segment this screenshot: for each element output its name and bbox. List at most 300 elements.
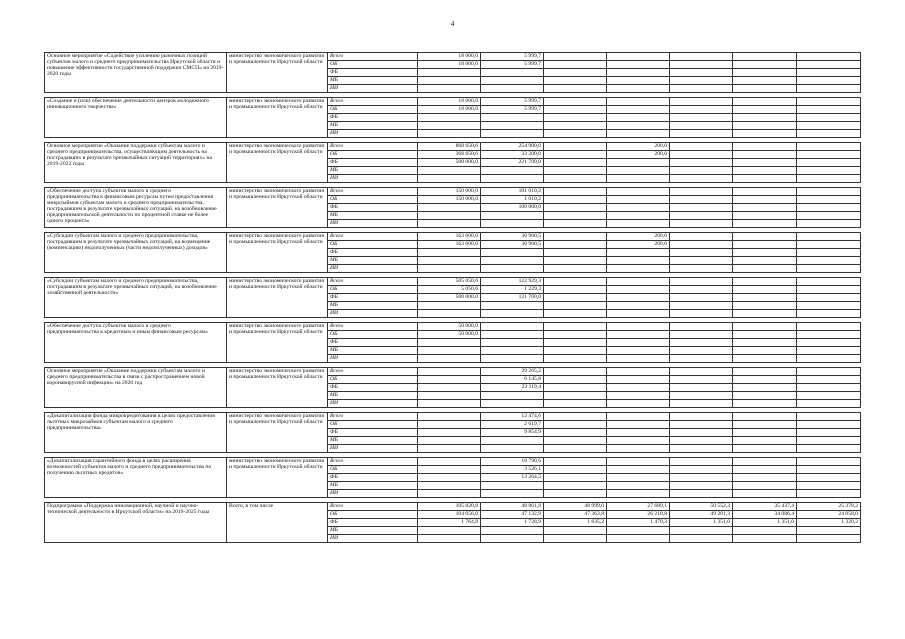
- executor: министерство экономического развития и промышленности Иркутской области: [227, 368, 328, 408]
- executor: министерство экономического развития и промышленности Иркутской области: [227, 458, 328, 498]
- amount-cell: [733, 368, 797, 376]
- amount-cell: [733, 212, 797, 220]
- amount-cell: 27 689,1: [607, 503, 670, 511]
- amount-cell: [670, 265, 733, 273]
- amount-cell: [733, 445, 797, 453]
- amount-cell: [670, 286, 733, 294]
- amount-cell: [544, 339, 607, 347]
- amount-cell: [670, 294, 733, 302]
- amount-cell: [797, 323, 861, 331]
- amount-cell: [418, 249, 481, 257]
- amount-cell: 48 861,8: [481, 503, 544, 511]
- funding-source: МБ: [328, 167, 418, 175]
- amount-cell: [797, 196, 861, 204]
- funding-source: Всего: [328, 188, 418, 196]
- table-row: [45, 278, 861, 286]
- amount-cell: [733, 77, 797, 85]
- amount-cell: [670, 85, 733, 93]
- amount-cell: [544, 196, 607, 204]
- amount-cell: [797, 69, 861, 77]
- amount-cell: [544, 310, 607, 318]
- funding-source: Всего: [328, 323, 418, 331]
- amount-cell: [670, 392, 733, 400]
- amount-cell: 30 960,5: [481, 241, 544, 249]
- amount-cell: 26 218,8: [607, 511, 670, 519]
- amount-cell: [733, 167, 797, 175]
- funding-source: МБ: [328, 122, 418, 130]
- amount-cell: [481, 212, 544, 220]
- amount-cell: [670, 339, 733, 347]
- funding-source: ОБ: [328, 196, 418, 204]
- amount-cell: [607, 482, 670, 490]
- amount-cell: [544, 69, 607, 77]
- amount-cell: [733, 233, 797, 241]
- amount-cell: [481, 69, 544, 77]
- activity-name: «Обеспечение доступа субъектов малого и среднего предпринимательства к финансовым ресурсам путем предоставления микрозаймов субъектам малого и среднего предпринимательства, пострадавшим в результате чрезвычайных ситуаций, на возобновление предпринимательской деятельности по процентной ставке не более одного процента»: [45, 188, 227, 228]
- amount-cell: [544, 175, 607, 183]
- amount-cell: [544, 368, 607, 376]
- amount-cell: 163 600,0: [418, 233, 481, 241]
- amount-cell: [797, 151, 861, 159]
- amount-cell: [797, 413, 861, 421]
- amount-cell: [733, 249, 797, 257]
- amount-cell: [544, 466, 607, 474]
- amount-cell: [607, 429, 670, 437]
- amount-cell: [481, 85, 544, 93]
- amount-cell: [797, 233, 861, 241]
- amount-cell: [670, 188, 733, 196]
- amount-cell: [544, 535, 607, 543]
- amount-cell: [418, 130, 481, 138]
- amount-cell: [544, 474, 607, 482]
- amount-cell: [670, 114, 733, 122]
- amount-cell: [607, 196, 670, 204]
- amount-cell: 104 056,0: [418, 511, 481, 519]
- table-row: [45, 323, 861, 331]
- amount-cell: [797, 437, 861, 445]
- amount-cell: [797, 474, 861, 482]
- amount-cell: [418, 339, 481, 347]
- amount-cell: [481, 527, 544, 535]
- amount-cell: 200,0: [607, 233, 670, 241]
- amount-cell: [607, 175, 670, 183]
- amount-cell: [670, 490, 733, 498]
- amount-cell: [670, 400, 733, 408]
- amount-cell: [670, 527, 733, 535]
- activity-name: Основное мероприятие «Содействие усилению рыночных позиций субъектов малого и среднего предпринимательства Иркутской области и повышение эффективности государственной поддержки СМСП» на 2019-2020 годы: [45, 53, 227, 93]
- amount-cell: 150 000,0: [418, 196, 481, 204]
- activity-name: Подпрограмма «Поддержка инновационной, научной и научно-технической деятельности в Иркутской области» на 2019-2025 годы: [45, 503, 227, 543]
- amount-cell: [544, 355, 607, 363]
- amount-cell: [481, 249, 544, 257]
- amount-cell: [607, 69, 670, 77]
- amount-cell: [544, 130, 607, 138]
- amount-cell: 221 700,0: [481, 159, 544, 167]
- amount-cell: [481, 122, 544, 130]
- amount-cell: [544, 143, 607, 151]
- amount-cell: [544, 331, 607, 339]
- amount-cell: [733, 204, 797, 212]
- amount-cell: [733, 278, 797, 286]
- amount-cell: [544, 400, 607, 408]
- funding-source: ОБ: [328, 466, 418, 474]
- amount-cell: [670, 466, 733, 474]
- amount-cell: [544, 53, 607, 61]
- amount-cell: [733, 159, 797, 167]
- amount-cell: [418, 77, 481, 85]
- amount-cell: [544, 347, 607, 355]
- funding-source: ИИ: [328, 85, 418, 93]
- amount-cell: [797, 188, 861, 196]
- amount-cell: [733, 220, 797, 228]
- amount-cell: [544, 61, 607, 69]
- amount-cell: [733, 143, 797, 151]
- amount-cell: [418, 490, 481, 498]
- amount-cell: [797, 53, 861, 61]
- amount-cell: [607, 400, 670, 408]
- amount-cell: [607, 413, 670, 421]
- amount-cell: 1 728,9: [481, 519, 544, 527]
- amount-cell: [481, 392, 544, 400]
- amount-cell: 5 999,7: [481, 98, 544, 106]
- amount-cell: 105 820,8: [418, 503, 481, 511]
- amount-cell: [797, 265, 861, 273]
- amount-cell: [797, 482, 861, 490]
- amount-cell: [607, 490, 670, 498]
- amount-cell: [418, 302, 481, 310]
- funding-source: Всего: [328, 278, 418, 286]
- amount-cell: [797, 490, 861, 498]
- amount-cell: 101 010,2: [481, 188, 544, 196]
- amount-cell: [418, 368, 481, 376]
- amount-cell: [733, 421, 797, 429]
- amount-cell: [670, 376, 733, 384]
- amount-cell: 48 999,0: [544, 503, 607, 511]
- amount-cell: [607, 331, 670, 339]
- amount-cell: [797, 143, 861, 151]
- amount-cell: [607, 204, 670, 212]
- amount-cell: [733, 535, 797, 543]
- amount-cell: 18 000,0: [418, 106, 481, 114]
- amount-cell: [607, 535, 670, 543]
- amount-cell: [797, 61, 861, 69]
- amount-cell: [607, 265, 670, 273]
- funding-source: ИИ: [328, 400, 418, 408]
- funding-source: МБ: [328, 392, 418, 400]
- amount-cell: 2 619,7: [481, 421, 544, 429]
- amount-cell: [670, 220, 733, 228]
- page-number: 4: [450, 20, 455, 28]
- amount-cell: [607, 355, 670, 363]
- amount-cell: [607, 445, 670, 453]
- amount-cell: [544, 458, 607, 466]
- funding-source: ОБ: [328, 421, 418, 429]
- amount-cell: [607, 527, 670, 535]
- amount-cell: 122 929,3: [481, 278, 544, 286]
- amount-cell: [733, 384, 797, 392]
- amount-cell: [607, 159, 670, 167]
- amount-cell: [418, 355, 481, 363]
- amount-cell: [670, 384, 733, 392]
- amount-cell: 24 058,0: [797, 511, 861, 519]
- amount-cell: 16 790,6: [481, 458, 544, 466]
- amount-cell: [418, 458, 481, 466]
- amount-cell: [670, 167, 733, 175]
- executor: министерство экономического развития и промышленности Иркутской области: [227, 233, 328, 273]
- amount-cell: [607, 376, 670, 384]
- funding-source: Всего: [328, 53, 418, 61]
- amount-cell: 1 351,0: [670, 519, 733, 527]
- amount-cell: [797, 347, 861, 355]
- activity-name: «Докапитализация фонда микрокредитования в целях предоставления льготных микрозаймов субъектам малого и среднего предпринимательства»: [45, 413, 227, 453]
- amount-cell: [418, 69, 481, 77]
- amount-cell: [670, 310, 733, 318]
- amount-cell: [670, 204, 733, 212]
- amount-cell: [733, 376, 797, 384]
- funding-source: Всего: [328, 98, 418, 106]
- amount-cell: [544, 323, 607, 331]
- amount-cell: 33 200,0: [481, 151, 544, 159]
- amount-cell: 5 999,7: [481, 53, 544, 61]
- amount-cell: [418, 474, 481, 482]
- amount-cell: 35 437,4: [733, 503, 797, 511]
- amount-cell: [733, 355, 797, 363]
- funding-source: ФБ: [328, 114, 418, 122]
- amount-cell: [670, 323, 733, 331]
- amount-cell: [481, 310, 544, 318]
- amount-cell: [544, 445, 607, 453]
- funding-source: ФБ: [328, 294, 418, 302]
- amount-cell: [797, 130, 861, 138]
- amount-cell: [797, 204, 861, 212]
- amount-cell: [607, 368, 670, 376]
- funding-source: Всего: [328, 143, 418, 151]
- amount-cell: 1 764,8: [418, 519, 481, 527]
- amount-cell: [733, 122, 797, 130]
- amount-cell: 5 050,6: [418, 286, 481, 294]
- amount-cell: [733, 130, 797, 138]
- amount-cell: 1 635,2: [544, 519, 607, 527]
- amount-cell: [544, 151, 607, 159]
- amount-cell: [418, 220, 481, 228]
- funding-source: ОБ: [328, 61, 418, 69]
- amount-cell: 23 119,4: [481, 384, 544, 392]
- amount-cell: [418, 114, 481, 122]
- amount-cell: [670, 196, 733, 204]
- funding-source: ИИ: [328, 490, 418, 498]
- executor: Всего, в том числе: [227, 503, 328, 543]
- funding-source: ОБ: [328, 376, 418, 384]
- amount-cell: [544, 302, 607, 310]
- funding-source: МБ: [328, 437, 418, 445]
- amount-cell: [544, 392, 607, 400]
- amount-cell: [481, 331, 544, 339]
- funding-source: ФБ: [328, 384, 418, 392]
- amount-cell: [544, 527, 607, 535]
- amount-cell: [544, 490, 607, 498]
- amount-cell: [607, 323, 670, 331]
- amount-cell: [670, 421, 733, 429]
- amount-cell: [481, 323, 544, 331]
- amount-cell: [418, 527, 481, 535]
- amount-cell: [418, 167, 481, 175]
- amount-cell: [670, 535, 733, 543]
- amount-cell: [418, 413, 481, 421]
- amount-cell: 1 320,2: [797, 519, 861, 527]
- amount-cell: [670, 212, 733, 220]
- amount-cell: [670, 445, 733, 453]
- amount-cell: [797, 429, 861, 437]
- amount-cell: [733, 151, 797, 159]
- executor: министерство экономического развития и промышленности Иркутской области: [227, 323, 328, 363]
- amount-cell: [607, 421, 670, 429]
- amount-cell: [670, 69, 733, 77]
- amount-cell: [607, 294, 670, 302]
- amount-cell: [670, 249, 733, 257]
- amount-cell: [607, 249, 670, 257]
- amount-cell: [670, 482, 733, 490]
- amount-cell: 868 650,6: [418, 143, 481, 151]
- amount-cell: [544, 278, 607, 286]
- amount-cell: [797, 85, 861, 93]
- amount-cell: [418, 482, 481, 490]
- amount-cell: [797, 527, 861, 535]
- amount-cell: 6 145,8: [481, 376, 544, 384]
- funding-source: ОБ: [328, 511, 418, 519]
- amount-cell: [670, 122, 733, 130]
- amount-cell: [670, 278, 733, 286]
- amount-cell: [733, 265, 797, 273]
- amount-cell: [733, 302, 797, 310]
- amount-cell: [418, 535, 481, 543]
- amount-cell: 18 000,0: [418, 53, 481, 61]
- amount-cell: [733, 474, 797, 482]
- amount-cell: [544, 257, 607, 265]
- funding-source: ОБ: [328, 286, 418, 294]
- amount-cell: [607, 310, 670, 318]
- amount-cell: [418, 421, 481, 429]
- amount-cell: [670, 474, 733, 482]
- amount-cell: [481, 302, 544, 310]
- funding-source: ИИ: [328, 220, 418, 228]
- executor: министерство экономического развития и промышленности Иркутской области: [227, 188, 328, 228]
- amount-cell: [607, 437, 670, 445]
- amount-cell: [607, 98, 670, 106]
- amount-cell: [733, 458, 797, 466]
- funding-source: ОБ: [328, 151, 418, 159]
- amount-cell: [544, 106, 607, 114]
- amount-cell: [607, 347, 670, 355]
- amount-cell: [733, 196, 797, 204]
- activity-name: «Докапитализация гарантийного фонда в целях расширения возможностей субъектов малого и среднего предпринимательства по получению льготных кредитов»: [45, 458, 227, 498]
- amount-cell: [797, 278, 861, 286]
- amount-cell: [544, 212, 607, 220]
- amount-cell: [733, 106, 797, 114]
- amount-cell: [418, 392, 481, 400]
- amount-cell: 30 960,5: [481, 233, 544, 241]
- amount-cell: [733, 429, 797, 437]
- amount-cell: [670, 175, 733, 183]
- amount-cell: 49 201,3: [670, 511, 733, 519]
- table-row: [45, 188, 861, 196]
- amount-cell: [733, 490, 797, 498]
- amount-cell: [670, 151, 733, 159]
- amount-cell: [607, 85, 670, 93]
- amount-cell: 500 000,0: [418, 294, 481, 302]
- amount-cell: 505 050,6: [418, 278, 481, 286]
- funding-source: Всего: [328, 458, 418, 466]
- amount-cell: [797, 294, 861, 302]
- table-row: [45, 503, 861, 511]
- amount-cell: 13 264,5: [481, 474, 544, 482]
- amount-cell: [607, 77, 670, 85]
- amount-cell: [607, 212, 670, 220]
- amount-cell: [733, 85, 797, 93]
- amount-cell: [797, 286, 861, 294]
- funding-source: МБ: [328, 527, 418, 535]
- amount-cell: [544, 114, 607, 122]
- amount-cell: 121 700,0: [481, 294, 544, 302]
- amount-cell: [607, 106, 670, 114]
- funding-source: ФБ: [328, 204, 418, 212]
- amount-cell: [797, 220, 861, 228]
- amount-cell: 5 999,7: [481, 106, 544, 114]
- table-row: [45, 143, 861, 151]
- amount-cell: 47 363,8: [544, 511, 607, 519]
- amount-cell: [544, 122, 607, 130]
- amount-cell: [607, 384, 670, 392]
- amount-cell: 368 650,6: [418, 151, 481, 159]
- amount-cell: [797, 458, 861, 466]
- amount-cell: 1 229,3: [481, 286, 544, 294]
- amount-cell: 50 552,3: [670, 503, 733, 511]
- amount-cell: [797, 368, 861, 376]
- amount-cell: [670, 130, 733, 138]
- amount-cell: [797, 159, 861, 167]
- amount-cell: 1 010,2: [481, 196, 544, 204]
- amount-cell: [733, 61, 797, 69]
- amount-cell: [544, 384, 607, 392]
- amount-cell: [418, 122, 481, 130]
- funding-source: ФБ: [328, 339, 418, 347]
- funding-source: МБ: [328, 347, 418, 355]
- amount-cell: [797, 466, 861, 474]
- executor: министерство экономического развития и промышленности Иркутской области: [227, 278, 328, 318]
- amount-cell: [670, 106, 733, 114]
- funding-source: МБ: [328, 77, 418, 85]
- amount-cell: [733, 286, 797, 294]
- funding-source: ИИ: [328, 175, 418, 183]
- amount-cell: [481, 347, 544, 355]
- amount-cell: [544, 167, 607, 175]
- amount-cell: [670, 347, 733, 355]
- amount-cell: [418, 212, 481, 220]
- funding-source: ИИ: [328, 130, 418, 138]
- amount-cell: [481, 130, 544, 138]
- amount-cell: 1 351,0: [733, 519, 797, 527]
- amount-cell: [797, 122, 861, 130]
- funding-source: МБ: [328, 212, 418, 220]
- amount-cell: [418, 400, 481, 408]
- funding-source: Всего: [328, 413, 418, 421]
- amount-cell: [481, 167, 544, 175]
- amount-cell: [418, 175, 481, 183]
- funding-source: ОБ: [328, 106, 418, 114]
- funding-source: МБ: [328, 257, 418, 265]
- amount-cell: [544, 249, 607, 257]
- activity-name: «Обеспечение доступа субъектов малого и среднего предпринимательства к кредитным и иным финансовым ресурсам»: [45, 323, 227, 363]
- amount-cell: 254 900,0: [481, 143, 544, 151]
